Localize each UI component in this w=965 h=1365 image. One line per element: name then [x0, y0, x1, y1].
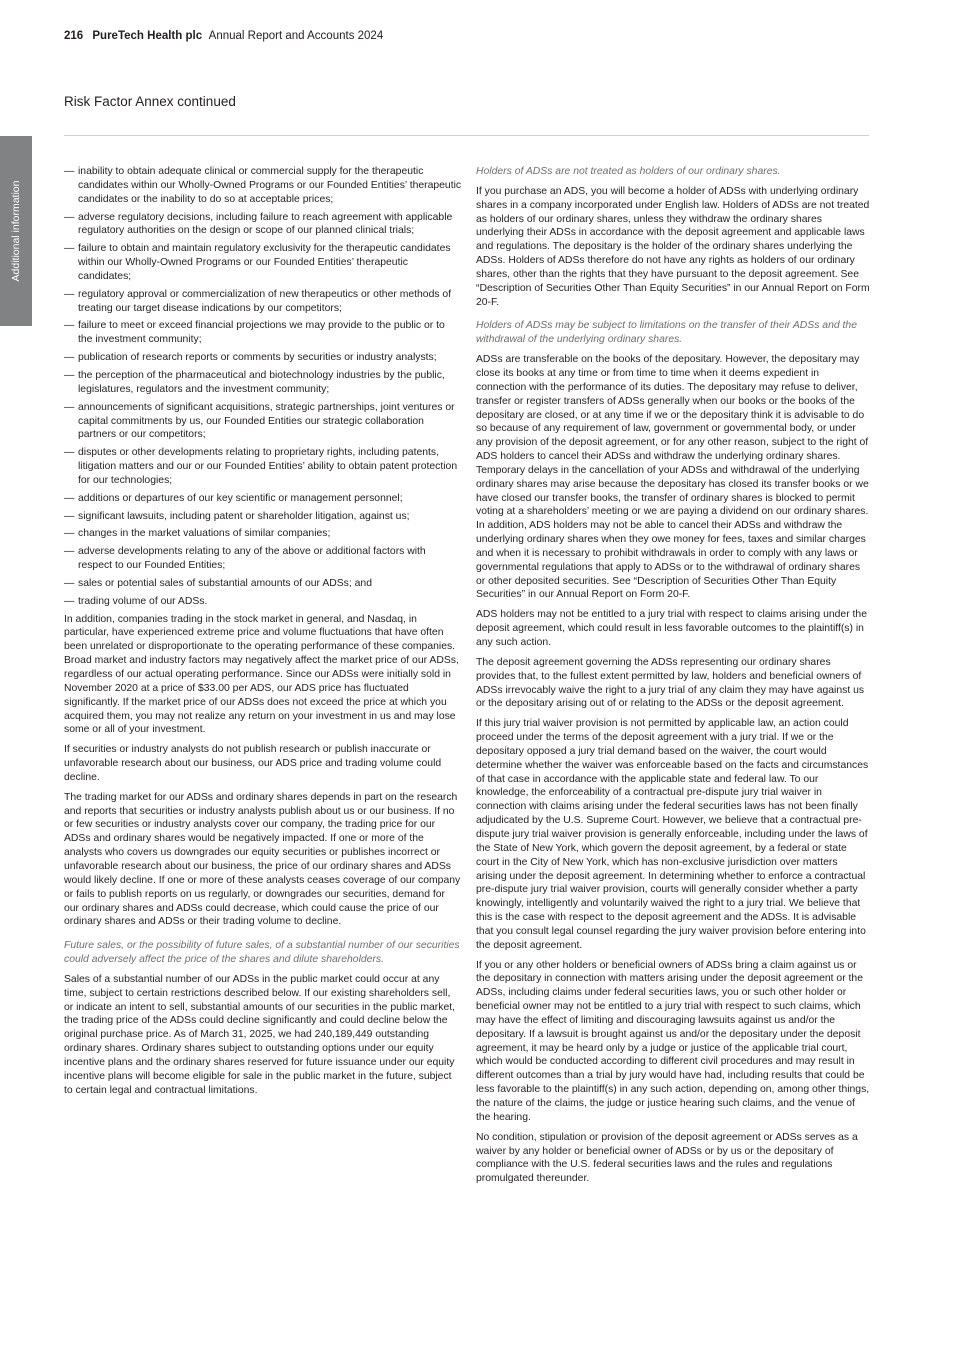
report-title: Annual Report and Accounts 2024 — [208, 30, 384, 42]
list-item: — significant lawsuits, including patent or shareholder litigation, against us; — [64, 510, 462, 524]
body-paragraph: If you purchase an ADS, you will become a holder of ADSs with underlying ordinary shares in a company incorporated under English law. Holders of ADSs are not treated as holders of our ordinary shares, unless they withdraw the ordinary shares underlying their ADSs in accordance with the deposit agreement and applicable laws and regulations. The depositary is the holder of the ordinary shares underlying the ADSs. Holders of ADSs therefore do not have any rights as holders of our ordinary shares, other than the rights that they have pursuant to the deposit agreement. See “Description of Securities Other Than Equity Securities” in our Annual Report on Form 20-F. — [476, 185, 870, 308]
list-item: — changes in the market valuations of similar companies; — [64, 527, 462, 541]
subsection-heading: Holders of ADSs may be subject to limitations on the transfer of their ADSs and the withdrawal of the underlying ordinary shares. — [476, 320, 857, 346]
body-paragraph: The deposit agreement governing the ADSs representing our ordinary shares provides that, to the fullest extent permitted by law, holders and beneficial owners of ADSs irrevocably waive the right to a jury trial of any claim they may have against us or the depositary arising out of or relating to the ADSs or the deposit agreement. — [476, 656, 865, 710]
list-item: — adverse regulatory decisions, including failure to reach agreement with applicable regulatory authorities on the design or scope of our planned clinical trials; — [64, 211, 462, 239]
list-item: — failure to meet or exceed financial projections we may provide to the public or to the investment community; — [64, 319, 462, 347]
page-number: 216 — [64, 30, 84, 42]
side-tab-label: Additional information — [10, 180, 22, 282]
right-column — [476, 165, 870, 1192]
list-item: — adverse developments relating to any of the above or additional factors with respect to our Founded Entities; — [64, 545, 462, 573]
body-paragraph: ADS holders may not be entitled to a jury trial with respect to claims arising under the deposit agreement, which could result in less favorable outcomes to the plaintiff(s) in any such action. — [476, 609, 867, 648]
body-paragraph: The trading market for our ADSs and ordinary shares depends in part on the research and reports that securities or industry analysts publish about us or our business. If no or few securities or industry analysts cover our company, the trading price for our ADSs and ordinary shares would be negatively impacted. If one or more of the analysts who covers us downgrades our equity securities or publishes incorrect or unfavorable research about our business, the price of our ordinary shares and ADSs would likely decline. If one or more of these analysts ceases coverage of our company or fails to publish reports on us regularly, or downgrades our securities, demand for our ordinary shares and ADSs could decrease, which could cause the price of our ordinary shares and ADSs or their trading volume to decline. — [64, 791, 461, 928]
list-item: — sales or potential sales of substantial amounts of our ADSs; and — [64, 577, 462, 591]
body-paragraph: If this jury trial waiver provision is not permitted by applicable law, an action could proceed under the terms of the deposit agreement with a jury trial. If we or the depositary opposed a jury trial demand based on the waiver, the court would determine whether the waiver was enforceable based on the facts and circumstances of that case in accordance with the applicable state and federal law. To our knowledge, the enforceability of a contractual pre-dispute jury trial waiver in connection with claims arising under the federal securities laws has not been finally adjudicated by the U.S. Supreme Court. However, we believe that a contractual pre-dispute jury trial waiver provision is generally enforceable, including under the laws of the State of New York, which govern the deposit agreement, by a federal or state court in the City of New York, which has non-exclusive jurisdiction over matters arising under the deposit agreement. In determining whether to enforce a contractual pre-dispute jury trial waiver provision, courts will generally consider whether a party knowingly, intelligently and voluntarily waived the right to a jury trial. We believe that this is the case with respect to the deposit agreement and the ADSs. It is advisable that you consult legal counsel regarding the jury waiver provision before entering into the deposit agreement. — [476, 718, 869, 951]
list-item: — regulatory approval or commercialization of new therapeutics or other methods of treating our target disease indications by our competitors; — [64, 288, 462, 316]
section-title: Risk Factor Annex continued — [64, 94, 236, 109]
body-paragraph: In addition, companies trading in the stock market in general, and Nasdaq, in particular, have experienced extreme price and volume fluctuations that have often been unrelated or disproportionate to the operating performance of these companies. Broad market and industry factors may negatively affect the market price of our ADSs, regardless of our actual operating performance. Since our ADSs were initially sold in November 2020 at a price of $33.00 per ADS, our ADS price has fluctuated significantly. If the market price of our ADSs does not exceed the price at which you acquired them, you may not realize any return on your investment in us and may lose some or all of your investment. — [64, 613, 459, 736]
company-name: PureTech Health plc — [92, 30, 203, 42]
list-item: — announcements of significant acquisitions, strategic partnerships, joint ventures or capital commitments by us, our Founded Entities our strategic collaboration partners or our competitors; — [64, 401, 462, 443]
left-column — [64, 165, 462, 1103]
list-item: — inability to obtain adequate clinical or commercial supply for the therapeutic candidates within our Wholly-Owned Programs or our Founded Entities’ therapeutic candidates or the inability to do so at acceptable prices; — [64, 165, 462, 207]
list-item: — disputes or other developments relating to proprietary rights, including patents, litigation matters and our or our Founded Entities’ ability to obtain patent protection for our technologies; — [64, 446, 462, 488]
body-paragraph: ADSs are transferable on the books of the depositary. However, the depositary may close its books at any time or from time to time when it deems expedient in connection with the performance of its duties. The depositary may refuse to deliver, transfer or register transfers of ADSs generally when our books or the books of the depositary are closed, or at any time if we or the depositary think it is advisable to do so because of any requirement of law, government or governmental body, or under any provision of the deposit agreement, or for any other reason, subject to the right of ADS holders to cancel their ADSs and withdraw the underlying ordinary shares. Temporary delays in the cancellation of your ADSs and withdrawal of the underlying ordinary shares may arise because the depositary has closed its transfer books or we have closed our transfer books, the transfer of ordinary shares is blocked to permit voting at a shareholders’ meeting or we are paying a dividend on our ordinary shares. In addition, ADS holders may not be able to cancel their ADSs and withdraw the underlying ordinary shares when they owe money for fees, taxes and similar charges and when it is necessary to prohibit withdrawals in order to comply with any laws or governmental regulations that apply to ADSs or to the withdrawal of ordinary shares or other deposited securities. See “Description of Securities Other Than Equity Securities” in our Annual Report on Form 20-F. — [476, 354, 869, 601]
page-header — [64, 30, 383, 42]
body-paragraph: If you or any other holders or beneficial owners of ADSs bring a claim against us or the depositary in connection with matters arising under the deposit agreement or the ADSs, including claims under federal securities laws, you or such other holder or beneficial owner may not be entitled to a jury trial with respect to such claims, which may have the effect of limiting and discouraging lawsuits against us and/or the depositary. If a lawsuit is brought against us and/or the depositary under the deposit agreement, it may be heard only by a judge or justice of the applicable trial court, which would be conducted according to different civil procedures and may result in different outcomes than a trial by jury would have had, including results that could be less favorable to the plaintiff(s) in any such action, depending on, among other things, the nature of the claims, the judge or justice hearing such claims, and the venue of the hearing. — [476, 959, 870, 1123]
subsection-heading: Future sales, or the possibility of future sales, of a substantial number of our securities could adversely affect the price of the shares and dilute shareholders. — [64, 940, 460, 966]
side-tab — [0, 136, 32, 326]
list-item: — the perception of the pharmaceutical and biotechnology industries by the public, legislatures, regulators and the investment community; — [64, 369, 462, 397]
risk-factor-list — [64, 165, 462, 609]
list-item: — trading volume of our ADSs. — [64, 595, 462, 609]
subsection-heading: Holders of ADSs are not treated as holders of our ordinary shares. — [476, 166, 781, 177]
list-item: — publication of research reports or comments by securities or industry analysts; — [64, 351, 462, 365]
header-divider — [64, 135, 869, 136]
list-item: — additions or departures of our key scientific or management personnel; — [64, 492, 462, 506]
body-paragraph: Sales of a substantial number of our ADSs in the public market could occur at any time, subject to certain restrictions described below. If our existing shareholders sell, or indicate an intent to sell, substantial amounts of our securities in the public market, the trading price of the ADSs could decline significantly and could decline below the original purchase price. As of March 31, 2025, we had 240,189,449 outstanding ordinary shares. Ordinary shares subject to outstanding options under our equity incentive plans and the ordinary shares reserved for future issuance under our equity incentive plans will become eligible for sale in the public market in the future, subject to certain legal and contractual limitations. — [64, 973, 456, 1096]
list-item: — failure to obtain and maintain regulatory exclusivity for the therapeutic candidates within our Wholly-Owned Programs or our Founded Entities’ therapeutic candidates; — [64, 242, 462, 284]
body-paragraph: No condition, stipulation or provision of the deposit agreement or ADSs serves as a waiver by any holder or beneficial owner of ADSs or by us or the depositary of compliance with the U.S. federal securities laws and the rules and regulations promulgated thereunder. — [476, 1131, 858, 1185]
body-paragraph: If securities or industry analysts do not publish research or publish inaccurate or unfavorable research about our business, our ADS price and trading volume could decline. — [64, 744, 442, 783]
